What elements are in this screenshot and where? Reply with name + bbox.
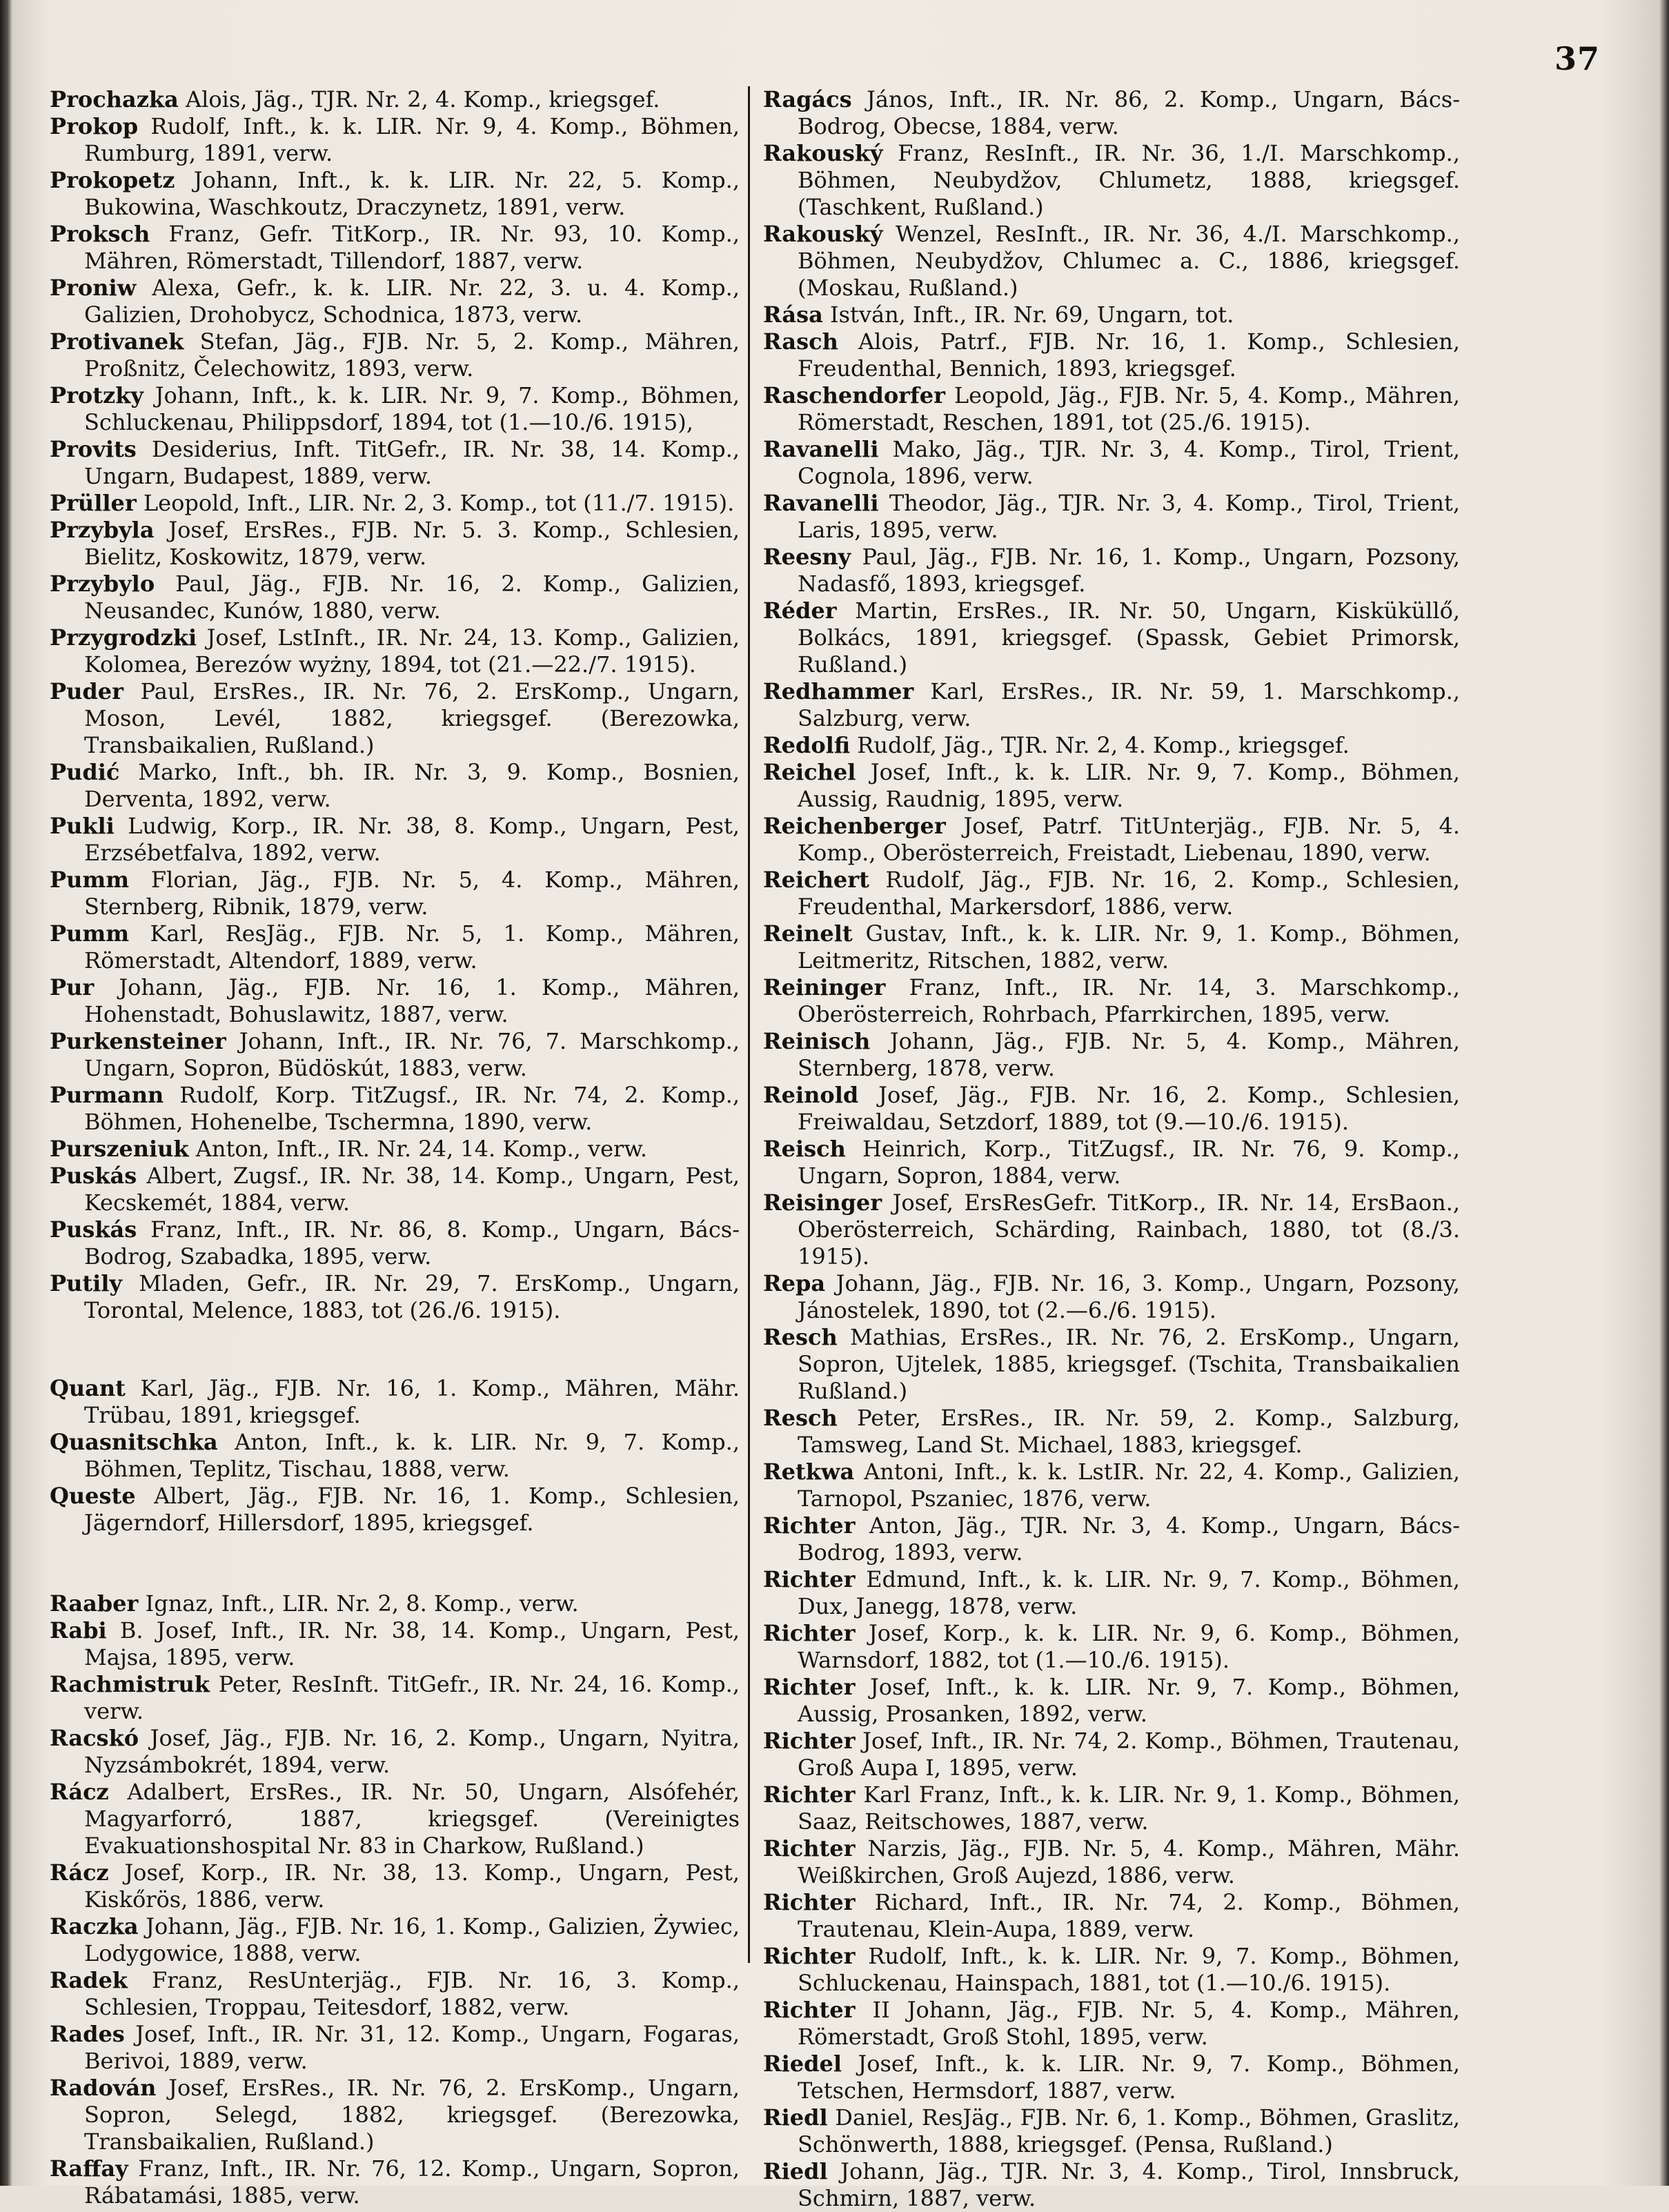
entry-surname: Quasnitschka	[50, 1429, 218, 1455]
entries-r-continued	[763, 86, 1460, 2212]
entry-details: Rudolf, Jäg., TJR. Nr. 2, 4. Komp., kriegsgef.	[850, 732, 1350, 758]
list-item	[50, 1590, 740, 1617]
list-item	[50, 221, 740, 275]
entry-details: Josef, Jäg., FJB. Nr. 16, 2. Komp., Ungarn, Nyitra, Nyzsámbokrét, 1894, verw.	[84, 1725, 740, 1778]
list-item	[50, 517, 740, 571]
entry-surname: Redhammer	[763, 678, 914, 704]
entry-surname: Przybyla	[50, 517, 155, 543]
entry-details: Johann, Jäg., TJR. Nr. 3, 4. Komp., Tirol, Innsbruck, Schmirn, 1887, verw.	[798, 2158, 1460, 2211]
list-item	[50, 678, 740, 759]
entry-details: Gustav, Inft., k. k. LIR. Nr. 9, 1. Komp., Böhmen, Leitmeritz, Ritschen, 1882, verw.	[798, 920, 1460, 974]
list-item	[763, 2158, 1460, 2212]
entry-details: Franz, Gefr. TitKorp., IR. Nr. 93, 10. Komp., Mähren, Römerstadt, Tillendorf, 1887, verw.	[84, 221, 740, 274]
entry-surname: Protzky	[50, 382, 144, 408]
entry-surname: Przygrodzki	[50, 624, 197, 651]
entry-details: Johann, Jäg., FJB. Nr. 16, 1. Komp., Galizien, Żywiec, Lodygowice, 1888, verw.	[84, 1913, 740, 1966]
entry-details: Josef, Patrf. TitUnterjäg., FJB. Nr. 5, 4. Komp., Oberösterreich, Freistadt, Liebenau, 1890, verw.	[798, 813, 1460, 866]
entry-details: II Johann, Jäg., FJB. Nr. 5, 4. Komp., Mähren, Römerstadt, Groß Stohl, 1895, verw.	[798, 1997, 1460, 2050]
entry-details: Josef, ErsRes., IR. Nr. 76, 2. ErsKomp., Ungarn, Sopron, Selegd, 1882, kriegsgef. (Berezowka, Transbaikalien, Rußland.)	[84, 2075, 740, 2155]
entry-surname: Reisinger	[763, 1189, 882, 1216]
list-item	[763, 1728, 1460, 1781]
entry-surname: Purkensteiner	[50, 1028, 226, 1054]
entry-surname: Reichenberger	[763, 813, 946, 839]
list-item	[763, 2051, 1460, 2104]
entry-details: Anton, Jäg., TJR. Nr. 3, 4. Komp., Ungarn, Bács-Bodrog, 1893, verw.	[798, 1512, 1460, 1566]
list-item	[50, 1725, 740, 1779]
entry-surname: Richter	[763, 1512, 856, 1539]
entry-surname: Redolfi	[763, 732, 851, 758]
list-item	[50, 328, 740, 382]
entry-surname: Raczka	[50, 1913, 139, 1939]
entry-details: Mako, Jäg., TJR. Nr. 3, 4. Komp., Tirol, Trient, Cognola, 1896, verw.	[798, 436, 1460, 489]
list-item	[763, 598, 1460, 678]
entry-details: Leopold, Jäg., FJB. Nr. 5, 4. Komp., Mähren, Römerstadt, Reschen, 1891, tot (25./6. 1915).	[798, 382, 1460, 435]
entry-details: Rudolf, Inft., k. k. LIR. Nr. 9, 4. Komp., Böhmen, Rumburg, 1891, verw.	[84, 113, 740, 166]
entry-details: Karl, ErsRes., IR. Nr. 59, 1. Marschkomp., Salzburg, verw.	[798, 678, 1460, 731]
entry-surname: Reisch	[763, 1136, 846, 1162]
section-gap	[50, 1537, 740, 1590]
entry-details: Franz, Inft., IR. Nr. 76, 12. Komp., Ungarn, Sopron, Rábatamási, 1885, verw.	[84, 2155, 740, 2209]
entry-surname: Reichert	[763, 867, 869, 893]
entry-surname: Rácz	[50, 1859, 109, 1886]
right-column	[763, 86, 1460, 2212]
entry-surname: Richter	[763, 1566, 856, 1592]
entry-details: Josef, Inft., IR. Nr. 74, 2. Komp., Böhmen, Trautenau, Groß Aupa I, 1895, verw.	[798, 1728, 1460, 1781]
entry-surname: Raffay	[50, 2155, 128, 2182]
entry-surname: Puskás	[50, 1163, 137, 1189]
entry-surname: Pudić	[50, 759, 120, 785]
entry-surname: Richter	[763, 1835, 856, 1862]
list-item	[50, 1671, 740, 1725]
entry-details: Alexa, Gefr., k. k. LIR. Nr. 22, 3. u. 4. Komp., Galizien, Drohobycz, Schodnica, 1873, verw.	[84, 275, 740, 328]
entry-details: Desiderius, Inft. TitGefr., IR. Nr. 38, 14. Komp., Ungarn, Budapest, 1889, verw.	[84, 436, 740, 489]
entry-surname: Queste	[50, 1483, 136, 1509]
entry-surname: Richter	[763, 1997, 856, 2023]
entry-details: Anton, Inft., IR. Nr. 24, 14. Komp., verw.	[188, 1136, 648, 1162]
entry-surname: Ravanelli	[763, 436, 879, 462]
list-item	[50, 2021, 740, 2075]
list-item	[763, 490, 1460, 544]
entry-details: Peter, ResInft. TitGefr., IR. Nr. 24, 16. Komp., verw.	[84, 1671, 740, 1724]
entry-details: Josef, ErsResGefr. TitKorp., IR. Nr. 14, ErsBaon., Oberösterreich, Schärding, Rainbach, 1880, tot (8./3. 1915).	[798, 1189, 1460, 1270]
entry-surname: Riedl	[763, 2104, 828, 2131]
left-column	[50, 86, 740, 2209]
list-item	[763, 867, 1460, 920]
list-item	[763, 920, 1460, 974]
entry-surname: Reesny	[763, 544, 851, 570]
entry-details: Narzis, Jäg., FJB. Nr. 5, 4. Komp., Mähren, Mähr. Weißkirchen, Groß Aujezd, 1886, verw.	[798, 1835, 1460, 1888]
entry-surname: Provits	[50, 436, 137, 462]
entry-surname: Richter	[763, 1620, 856, 1646]
list-item	[50, 1429, 740, 1483]
entry-details: Franz, ResUnterjäg., FJB. Nr. 16, 3. Komp., Schlesien, Troppau, Teitesdorf, 1882, verw.	[84, 1967, 740, 2020]
entry-details: Rudolf, Inft., k. k. LIR. Nr. 9, 7. Komp., Böhmen, Schluckenau, Hainspach, 1881, tot (1.—10./6. 1915).	[798, 1943, 1460, 1996]
list-item	[50, 1913, 740, 1967]
list-item	[50, 436, 740, 490]
entry-details: Johann, Jäg., FJB. Nr. 16, 3. Komp., Ungarn, Pozsony, Jánostelek, 1890, tot (2.—6./6. 1915).	[798, 1270, 1460, 1323]
entry-details: Josef, Korp., IR. Nr. 38, 13. Komp., Ungarn, Pest, Kiskőrös, 1886, verw.	[84, 1859, 740, 1913]
entry-surname: Richter	[763, 1781, 856, 1808]
entry-surname: Richter	[763, 1728, 856, 1754]
entry-details: Johann, Inft., k. k. LIR. Nr. 22, 5. Komp., Bukowina, Waschkoutz, Draczynetz, 1891, verw.	[84, 167, 740, 220]
entry-details: Rudolf, Korp. TitZugsf., IR. Nr. 74, 2. Komp., Böhmen, Hohenelbe, Tschermna, 1890, verw.	[84, 1082, 740, 1135]
list-item	[50, 974, 740, 1028]
list-item	[763, 1566, 1460, 1620]
entry-details: Leopold, Inft., LIR. Nr. 2, 3. Komp., tot (11./7. 1915).	[136, 490, 735, 516]
entry-details: Albert, Jäg., FJB. Nr. 16, 1. Komp., Schlesien, Jägerndorf, Hillersdorf, 1895, kriegsgef.	[84, 1483, 740, 1536]
list-item	[763, 732, 1460, 759]
entry-details: István, Inft., IR. Nr. 69, Ungarn, tot.	[822, 302, 1234, 328]
entry-surname: Raschendorfer	[763, 382, 946, 408]
list-item	[50, 1028, 740, 1082]
entry-details: Josef, Inft., k. k. LIR. Nr. 9, 7. Komp., Böhmen, Aussig, Raudnig, 1895, verw.	[798, 759, 1460, 812]
entry-surname: Rachmistruk	[50, 1671, 210, 1697]
entry-surname: Prüller	[50, 490, 137, 516]
entry-surname: Pumm	[50, 920, 130, 947]
list-item	[763, 1620, 1460, 1674]
page-edge-shadow-right	[1659, 0, 1669, 2186]
entry-details: Karl Franz, Inft., k. k. LIR. Nr. 9, 1. Komp., Böhmen, Saaz, Reitschowes, 1887, verw.	[798, 1781, 1460, 1835]
entry-details: Ludwig, Korp., IR. Nr. 38, 8. Komp., Ungarn, Pest, Erzsébetfalva, 1892, verw.	[84, 813, 740, 866]
entry-surname: Prochazka	[50, 86, 179, 112]
list-item	[763, 1674, 1460, 1728]
list-item	[763, 1943, 1460, 1997]
entry-details: Josef, Jäg., FJB. Nr. 16, 2. Komp., Schlesien, Freiwaldau, Setzdorf, 1889, tot (9.—10./6. 1915).	[798, 1082, 1460, 1135]
list-item	[763, 1028, 1460, 1082]
list-item	[763, 1889, 1460, 1943]
entry-details: Heinrich, Korp., TitZugsf., IR. Nr. 76, 9. Komp., Ungarn, Sopron, 1884, verw.	[798, 1136, 1460, 1189]
list-item	[50, 813, 740, 867]
list-item	[763, 1082, 1460, 1136]
list-item	[763, 86, 1460, 140]
entry-details: Edmund, Inft., k. k. LIR. Nr. 9, 7. Komp., Böhmen, Dux, Janegg, 1878, verw.	[798, 1566, 1460, 1619]
entry-surname: Reinisch	[763, 1028, 871, 1054]
entry-surname: Repa	[763, 1270, 826, 1296]
entry-details: Paul, Jäg., FJB. Nr. 16, 1. Komp., Ungarn, Pozsony, Nadasfő, 1893, kriegsgef.	[798, 544, 1460, 597]
list-item	[50, 1216, 740, 1270]
entry-details: Franz, Inft., IR. Nr. 86, 8. Komp., Ungarn, Bács-Bodrog, Szabadka, 1895, verw.	[84, 1216, 740, 1270]
entry-details: Mladen, Gefr., IR. Nr. 29, 7. ErsKomp., Ungarn, Torontal, Melence, 1883, tot (26./6. 1915).	[84, 1270, 740, 1323]
list-item	[50, 1163, 740, 1216]
list-item	[763, 1459, 1460, 1512]
list-item	[763, 1997, 1460, 2051]
list-item	[763, 1189, 1460, 1270]
entry-surname: Pur	[50, 974, 95, 1000]
column-divider	[748, 86, 750, 1963]
entry-surname: Prokopetz	[50, 167, 175, 193]
entry-surname: Retkwa	[763, 1459, 855, 1485]
list-item	[50, 113, 740, 167]
entry-details: Franz, Inft., IR. Nr. 14, 3. Marschkomp., Oberösterreich, Rohrbach, Pfarrkirchen, 1895, verw.	[798, 974, 1460, 1027]
list-item	[50, 490, 740, 517]
entry-details: Daniel, ResJäg., FJB. Nr. 6, 1. Komp., Böhmen, Graslitz, Schönwerth, 1888, kriegsgef. (Pensa, Rußland.)	[798, 2104, 1460, 2157]
entry-surname: Proksch	[50, 221, 150, 247]
entry-surname: Radován	[50, 2075, 157, 2101]
entry-surname: Reininger	[763, 974, 886, 1000]
list-item	[50, 382, 740, 436]
entry-details: Johann, Inft., k. k. LIR. Nr. 9, 7. Komp., Böhmen, Schluckenau, Philippsdorf, 1894, tot (1.—10./6. 1915),	[84, 382, 740, 435]
entry-surname: Puskás	[50, 1216, 137, 1243]
entry-surname: Rása	[763, 302, 823, 328]
entry-details: Johann, Inft., IR. Nr. 76, 7. Marschkomp., Ungarn, Sopron, Büdöskút, 1883, verw.	[84, 1028, 740, 1081]
entry-details: János, Inft., IR. Nr. 86, 2. Komp., Ungarn, Bács-Bodrog, Obecse, 1884, verw.	[798, 86, 1460, 139]
list-item	[763, 2104, 1460, 2158]
entry-surname: Resch	[763, 1324, 838, 1350]
section-gap	[50, 1324, 740, 1375]
entries-p-section	[50, 86, 740, 1324]
list-item	[50, 275, 740, 328]
entry-surname: Pukli	[50, 813, 115, 839]
list-item	[50, 1617, 740, 1671]
entry-details: Josef, Inft., k. k. LIR. Nr. 9, 7. Komp., Böhmen, Aussig, Prosanken, 1892, verw.	[798, 1674, 1460, 1727]
list-item	[50, 86, 740, 113]
entry-surname: Ravanelli	[763, 490, 879, 516]
entry-surname: Richter	[763, 1943, 856, 1969]
entry-details: Antoni, Inft., k. k. LstIR. Nr. 22, 4. Komp., Galizien, Tarnopol, Pszaniec, 1876, verw.	[798, 1459, 1460, 1512]
entry-details: Richard, Inft., IR. Nr. 74, 2. Komp., Böhmen, Trautenau, Klein-Aupa, 1889, verw.	[798, 1889, 1460, 1942]
list-item	[763, 382, 1460, 436]
entry-surname: Riedl	[763, 2158, 828, 2184]
entry-surname: Rabi	[50, 1617, 107, 1643]
entry-surname: Prokop	[50, 113, 139, 139]
entry-surname: Pumm	[50, 867, 130, 893]
list-item	[763, 1324, 1460, 1405]
list-item	[50, 571, 740, 624]
entry-surname: Rades	[50, 2021, 125, 2047]
entry-surname: Reinold	[763, 1082, 859, 1108]
list-item	[50, 1859, 740, 1913]
entry-details: B. Josef, Inft., IR. Nr. 38, 14. Komp., Ungarn, Pest, Majsa, 1895, verw.	[84, 1617, 740, 1670]
list-item	[763, 328, 1460, 382]
entry-details: Wenzel, ResInft., IR. Nr. 36, 4./I. Marschkomp., Böhmen, Neubydžov, Chlumec a. C., 1886, kriegsgef. (Moskau, Rußland.)	[798, 221, 1460, 301]
entry-details: Paul, Jäg., FJB. Nr. 16, 2. Komp., Galizien, Neusandec, Kunów, 1880, verw.	[84, 571, 740, 624]
list-item	[50, 1967, 740, 2021]
entry-surname: Radek	[50, 1967, 128, 1993]
list-item	[50, 2075, 740, 2155]
entry-details: Johann, Jäg., FJB. Nr. 16, 1. Komp., Mähren, Hohenstadt, Bohuslawitz, 1887, verw.	[84, 974, 740, 1027]
entry-details: Karl, Jäg., FJB. Nr. 16, 1. Komp., Mähren, Mähr. Trübau, 1891, kriegsgef.	[84, 1375, 740, 1428]
list-item	[763, 544, 1460, 598]
page-number: 37	[1554, 40, 1600, 77]
entry-details: Alois, Jäg., TJR. Nr. 2, 4. Komp., kriegsgef.	[178, 86, 660, 112]
list-item	[50, 167, 740, 221]
list-item	[763, 302, 1460, 328]
list-item	[50, 1779, 740, 1859]
entry-details: Rudolf, Jäg., FJB. Nr. 16, 2. Komp., Schlesien, Freudenthal, Markersdorf, 1886, verw.	[798, 867, 1460, 920]
list-item	[50, 1483, 740, 1537]
entry-details: Franz, ResInft., IR. Nr. 36, 1./I. Marschkomp., Böhmen, Neubydžov, Chlumetz, 1888, kriegsgef. (Taschkent, Rußland.)	[798, 140, 1460, 220]
entry-surname: Quant	[50, 1375, 126, 1401]
entry-surname: Reichel	[763, 759, 856, 785]
entry-details: Stefan, Jäg., FJB. Nr. 5, 2. Komp., Mähren, Proßnitz, Čelechowitz, 1893, verw.	[84, 328, 740, 382]
entry-details: Karl, ResJäg., FJB. Nr. 5, 1. Komp., Mähren, Römerstadt, Altendorf, 1889, verw.	[84, 920, 740, 974]
list-item	[763, 813, 1460, 867]
list-item	[763, 1781, 1460, 1835]
entry-surname: Przybylo	[50, 571, 155, 597]
list-item	[50, 867, 740, 920]
entry-details: Alois, Patrf., FJB. Nr. 16, 1. Komp., Schlesien, Freudenthal, Bennich, 1893, kriegsgef.	[798, 328, 1460, 382]
entry-surname: Resch	[763, 1405, 838, 1431]
entry-details: Adalbert, ErsRes., IR. Nr. 50, Ungarn, Alsófehér, Magyarforró, 1887, kriegsgef. (Vereinigtes Evakuationshospital Nr. 83 in Charkow, Rußland.)	[84, 1779, 740, 1859]
list-item	[50, 920, 740, 974]
entry-surname: Proniw	[50, 275, 137, 301]
entry-details: Albert, Zugsf., IR. Nr. 38, 14. Komp., Ungarn, Pest, Kecskemét, 1884, verw.	[84, 1163, 740, 1216]
list-item	[763, 221, 1460, 302]
entry-details: Anton, Inft., k. k. LIR. Nr. 9, 7. Komp., Böhmen, Teplitz, Tischau, 1888, verw.	[84, 1429, 740, 1482]
list-item	[50, 1136, 740, 1163]
entries-q-section	[50, 1375, 740, 1537]
entry-details: Johann, Jäg., FJB. Nr. 5, 4. Komp., Mähren, Sternberg, 1878, verw.	[798, 1028, 1460, 1081]
entry-details: Ignaz, Inft., LIR. Nr. 2, 8. Komp., verw.	[138, 1590, 579, 1617]
entry-surname: Protivanek	[50, 328, 184, 355]
entry-details: Josef, Inft., IR. Nr. 31, 12. Komp., Ungarn, Fogaras, Berivoi, 1889, verw.	[84, 2021, 740, 2074]
entry-surname: Richter	[763, 1674, 856, 1700]
list-item	[763, 678, 1460, 732]
entry-surname: Rácz	[50, 1779, 109, 1805]
entry-details: Florian, Jäg., FJB. Nr. 5, 4. Komp., Mähren, Sternberg, Ribnik, 1879, verw.	[84, 867, 740, 920]
list-item	[763, 759, 1460, 813]
entry-surname: Reinelt	[763, 920, 853, 947]
entry-details: Martin, ErsRes., IR. Nr. 50, Ungarn, Kisküküllő, Bolkács, 1891, kriegsgef. (Spassk, Gebiet Primorsk, Rußland.)	[798, 598, 1460, 678]
list-item	[50, 1270, 740, 1324]
entry-details: Josef, LstInft., IR. Nr. 24, 13. Komp., Galizien, Kolomea, Berezów wyżny, 1894, tot (21.—22./7. 1915).	[84, 624, 740, 678]
entry-details: Josef, ErsRes., FJB. Nr. 5. 3. Komp., Schlesien, Bielitz, Koskowitz, 1879, verw.	[84, 517, 740, 570]
list-item	[763, 1512, 1460, 1566]
list-item	[763, 1270, 1460, 1324]
entry-details: Paul, ErsRes., IR. Nr. 76, 2. ErsKomp., Ungarn, Moson, Levél, 1882, kriegsgef. (Berezowka, Transbaikalien, Rußland.)	[84, 678, 740, 758]
list-item	[763, 1405, 1460, 1459]
entry-surname: Rakouský	[763, 221, 883, 247]
entry-surname: Rakouský	[763, 140, 883, 166]
entry-details: Marko, Inft., bh. IR. Nr. 3, 9. Komp., Bosnien, Derventa, 1892, verw.	[84, 759, 740, 812]
entry-details: Theodor, Jäg., TJR. Nr. 3, 4. Komp., Tirol, Trient, Laris, 1895, verw.	[798, 490, 1460, 543]
list-item	[50, 1375, 740, 1429]
list-item	[763, 140, 1460, 221]
entry-surname: Ragács	[763, 86, 852, 112]
entries-r-section	[50, 1590, 740, 2209]
page-edge-shadow-left	[0, 0, 12, 2186]
list-item	[763, 436, 1460, 490]
entry-surname: Racskó	[50, 1725, 139, 1751]
entry-surname: Puder	[50, 678, 124, 704]
list-item	[763, 1835, 1460, 1889]
entry-surname: Riedel	[763, 2051, 842, 2077]
entry-surname: Réder	[763, 598, 837, 624]
entry-details: Josef, Korp., k. k. LIR. Nr. 9, 6. Komp., Böhmen, Warnsdorf, 1882, tot (1.—10./6. 1915).	[798, 1620, 1460, 1673]
entry-surname: Raaber	[50, 1590, 139, 1617]
entry-details: Josef, Inft., k. k. LIR. Nr. 9, 7. Komp., Böhmen, Tetschen, Hermsdorf, 1887, verw.	[798, 2051, 1460, 2104]
entry-surname: Putily	[50, 1270, 123, 1296]
entry-surname: Purmann	[50, 1082, 164, 1108]
list-item	[763, 974, 1460, 1028]
entry-surname: Richter	[763, 1889, 856, 1915]
entry-surname: Rasch	[763, 328, 838, 355]
list-item	[50, 624, 740, 678]
list-item	[50, 1082, 740, 1136]
entry-details: Peter, ErsRes., IR. Nr. 59, 2. Komp., Salzburg, Tamsweg, Land St. Michael, 1883, kriegsgef.	[798, 1405, 1460, 1458]
list-item	[763, 1136, 1460, 1189]
entry-details: Mathias, ErsRes., IR. Nr. 76, 2. ErsKomp., Ungarn, Sopron, Ujtelek, 1885, kriegsgef. (Tschita, Transbaikalien Rußland.)	[798, 1324, 1460, 1404]
list-item	[50, 759, 740, 813]
list-item	[50, 2155, 740, 2209]
entry-surname: Purszeniuk	[50, 1136, 189, 1162]
